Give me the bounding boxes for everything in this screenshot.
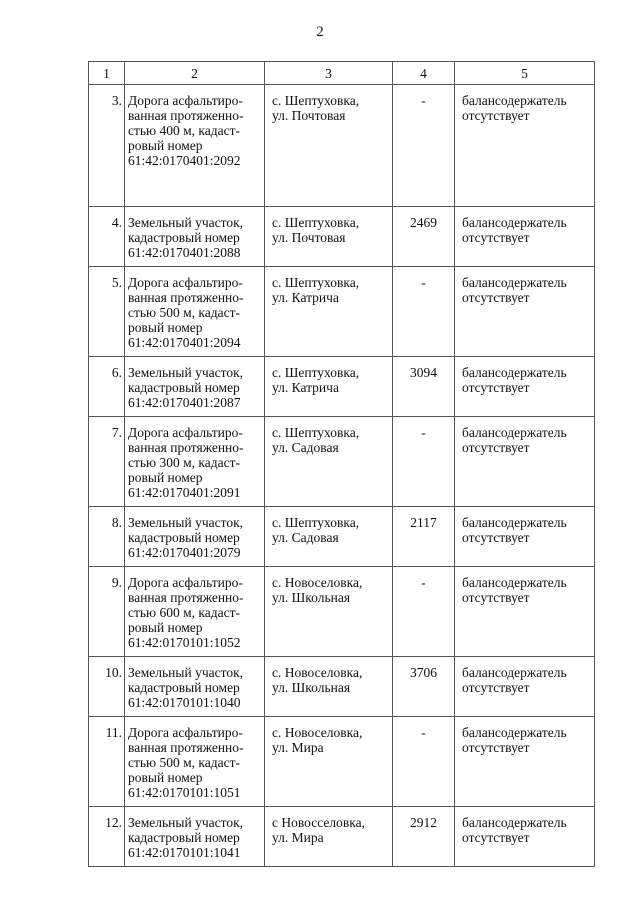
- object-owner: балансодержатель отсутствует: [455, 717, 595, 807]
- table-row: [89, 567, 595, 657]
- object-name: Земельный участок, кадастровый номер 61:42:0170101:1040: [125, 657, 265, 717]
- header-col-2: 2: [125, 62, 265, 85]
- object-area: -: [393, 417, 455, 507]
- object-name: Земельный участок, кадастровый номер 61:42:0170401:2079: [125, 507, 265, 567]
- object-name: Дорога асфальтиро- ванная протяженно- стью 400 м, кадаст- ровый номер 61:42:0170401:2092: [125, 85, 265, 207]
- object-name: Земельный участок, кадастровый номер 61:42:0170401:2087: [125, 357, 265, 417]
- object-owner: балансодержатель отсутствует: [455, 807, 595, 867]
- row-number: 7.: [89, 417, 125, 507]
- row-number: 6.: [89, 357, 125, 417]
- object-area: 2469: [393, 207, 455, 267]
- object-name: Дорога асфальтиро- ванная протяженно- стью 600 м, кадаст- ровый номер 61:42:0170101:1052: [125, 567, 265, 657]
- object-owner: балансодержатель отсутствует: [455, 267, 595, 357]
- object-area: 2912: [393, 807, 455, 867]
- object-location: с. Шептуховка, ул. Садовая: [265, 417, 393, 507]
- table-row: [89, 507, 595, 567]
- object-name: Земельный участок, кадастровый номер 61:42:0170401:2088: [125, 207, 265, 267]
- object-area: -: [393, 267, 455, 357]
- header-col-5: 5: [455, 62, 595, 85]
- table-row: [89, 657, 595, 717]
- object-area: -: [393, 717, 455, 807]
- object-area: 2117: [393, 507, 455, 567]
- table-row: [89, 85, 595, 207]
- object-name: Дорога асфальтиро- ванная протяженно- стью 300 м, кадаст- ровый номер 61:42:0170401:2091: [125, 417, 265, 507]
- table-row: [89, 417, 595, 507]
- object-location: с Новосселовка, ул. Мира: [265, 807, 393, 867]
- object-area: -: [393, 85, 455, 207]
- object-owner: балансодержатель отсутствует: [455, 357, 595, 417]
- object-location: с. Новоселовка, ул. Мира: [265, 717, 393, 807]
- object-area: 3706: [393, 657, 455, 717]
- row-number: 8.: [89, 507, 125, 567]
- object-name: Дорога асфальтиро- ванная протяженно- стью 500 м, кадаст- ровый номер 61:42:0170401:2094: [125, 267, 265, 357]
- table-row: [89, 717, 595, 807]
- object-name: Земельный участок, кадастровый номер 61:42:0170101:1041: [125, 807, 265, 867]
- row-number: 12.: [89, 807, 125, 867]
- object-owner: балансодержатель отсутствует: [455, 507, 595, 567]
- page-number: 2: [316, 24, 324, 40]
- header-col-1: 1: [89, 62, 125, 85]
- row-number: 10.: [89, 657, 125, 717]
- header-row: [89, 62, 595, 85]
- object-name: Дорога асфальтиро- ванная протяженно- стью 500 м, кадаст- ровый номер 61:42:0170101:1051: [125, 717, 265, 807]
- object-location: с. Шептуховка, ул. Катрича: [265, 357, 393, 417]
- object-location: с. Шептуховка, ул. Садовая: [265, 507, 393, 567]
- header-col-4: 4: [393, 62, 455, 85]
- object-location: с. Шептуховка, ул. Катрича: [265, 267, 393, 357]
- object-location: с. Новоселовка, ул. Школьная: [265, 567, 393, 657]
- object-location: с. Шептуховка, ул. Почтовая: [265, 207, 393, 267]
- object-area: -: [393, 567, 455, 657]
- object-location: с. Новоселовка, ул. Школьная: [265, 657, 393, 717]
- object-owner: балансодержатель отсутствует: [455, 85, 595, 207]
- row-number: 9.: [89, 567, 125, 657]
- table-row: [89, 267, 595, 357]
- row-number: 11.: [89, 717, 125, 807]
- table-row: [89, 207, 595, 267]
- row-number: 4.: [89, 207, 125, 267]
- table-row: [89, 357, 595, 417]
- object-area: 3094: [393, 357, 455, 417]
- object-location: с. Шептуховка, ул. Почтовая: [265, 85, 393, 207]
- row-number: 5.: [89, 267, 125, 357]
- property-table: [88, 61, 595, 867]
- object-owner: балансодержатель отсутствует: [455, 207, 595, 267]
- object-owner: балансодержатель отсутствует: [455, 567, 595, 657]
- row-number: 3.: [89, 85, 125, 207]
- object-owner: балансодержатель отсутствует: [455, 417, 595, 507]
- table-row: [89, 807, 595, 867]
- object-owner: балансодержатель отсутствует: [455, 657, 595, 717]
- header-col-3: 3: [265, 62, 393, 85]
